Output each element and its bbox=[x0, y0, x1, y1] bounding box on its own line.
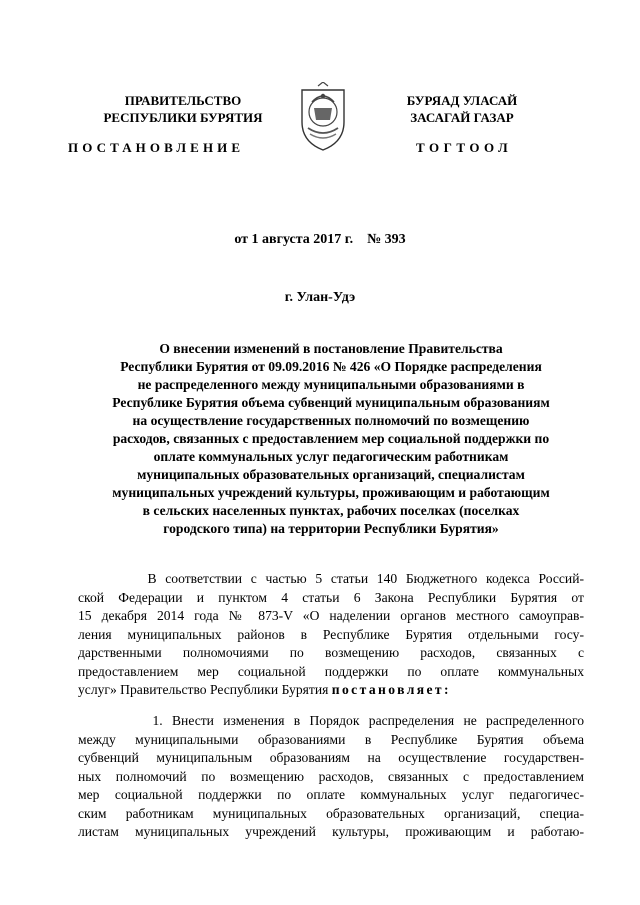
paragraph-line: 15 декабря 2014 года № 873-V «О наделении органов местного самоуправ- bbox=[78, 608, 584, 623]
issuer-name-buryat bbox=[372, 92, 552, 126]
paragraph-line: предоставлением мер социальной поддержки по оплате коммунальных bbox=[78, 663, 584, 679]
title-line: муниципальных учреждений культуры, проживающим и работающим bbox=[112, 485, 550, 500]
decree-title bbox=[78, 340, 584, 538]
paragraph-line: между муниципальными образованиями в Республике Бурятия объема bbox=[78, 731, 584, 747]
paragraph-line: 1. Внести изменения в Порядок распределения не распределенного bbox=[78, 713, 584, 728]
title-line: муниципальных образовательных организаций, специалистам bbox=[137, 467, 525, 482]
title-line: городского типа) на территории Республики Бурятия» bbox=[163, 521, 499, 536]
resolution-prefix: услуг» Правительство Республики Бурятия bbox=[78, 682, 332, 697]
decree-type-buryat: ТОГТООЛ bbox=[416, 140, 513, 155]
decree-date-number: от 1 августа 2017 г. № 393 bbox=[234, 232, 406, 247]
decree-type-russian: ПОСТАНОВЛЕНИЕ bbox=[68, 140, 245, 155]
paragraph-line: дарственными полномочиями по возмещению расходов, связанных с bbox=[78, 645, 584, 660]
paragraph-line: листам муниципальных учреждений культуры, проживающим и работаю- bbox=[78, 824, 584, 839]
issuer-line: БУРЯАД УЛАСАЙ bbox=[406, 93, 518, 108]
paragraph-last-line bbox=[78, 681, 584, 700]
paragraph-line: ским работникам муниципальных образовательных организаций, специа- bbox=[78, 805, 584, 821]
title-line: в сельских населенных пунктах, рабочих поселках (поселках bbox=[142, 503, 520, 518]
issuer-line: РЕСПУБЛИКИ БУРЯТИЯ bbox=[103, 110, 263, 125]
paragraph-line: мер социальной поддержки по оплате коммунальных услуг педагогичес- bbox=[78, 787, 584, 802]
issuer-name-russian bbox=[88, 92, 278, 126]
paragraph-line: В соответствии с частью 5 статьи 140 Бюджетного кодекса Россий- bbox=[78, 571, 584, 586]
paragraph-line: ской Федерации и пунктом 4 статьи 6 Закона Республики Бурятия от bbox=[78, 589, 584, 605]
title-line: оплате коммунальных услуг педагогическим работникам bbox=[153, 449, 509, 464]
decree-city: г. Улан-Удэ bbox=[284, 290, 356, 305]
resolution-keyword: постановляет: bbox=[331, 682, 451, 697]
title-line: расходов, связанных с предоставлением мер социальной поддержки по bbox=[112, 431, 550, 446]
clause-1-paragraph bbox=[78, 712, 584, 842]
title-line: Республики Бурятия от 09.09.2016 № 426 «О Порядке распределения bbox=[120, 359, 542, 374]
title-line: О внесении изменений в постановление Правительства bbox=[159, 341, 503, 356]
title-line: не распределенного между муниципальными образованиями в bbox=[137, 377, 525, 392]
issuer-line: ПРАВИТЕЛЬСТВО bbox=[124, 93, 242, 108]
paragraph-line: ных полномочий по возмещению расходов, связанных с предоставлением bbox=[78, 768, 584, 784]
paragraph-line: ления муниципальных районов в Республике Бурятия отдельными госу- bbox=[78, 626, 584, 642]
preamble-paragraph bbox=[78, 570, 584, 700]
title-line: на осуществление государственных полномочий по возмещению bbox=[132, 413, 530, 428]
paragraph-line: субвенций муниципальным образованиям на осуществление государствен- bbox=[78, 750, 584, 765]
issuer-line: ЗАСАГАЙ ГАЗАР bbox=[410, 110, 514, 125]
coat-of-arms-icon bbox=[296, 82, 350, 152]
title-line: Республике Бурятия объема субвенций муниципальным образованиям bbox=[112, 395, 550, 410]
